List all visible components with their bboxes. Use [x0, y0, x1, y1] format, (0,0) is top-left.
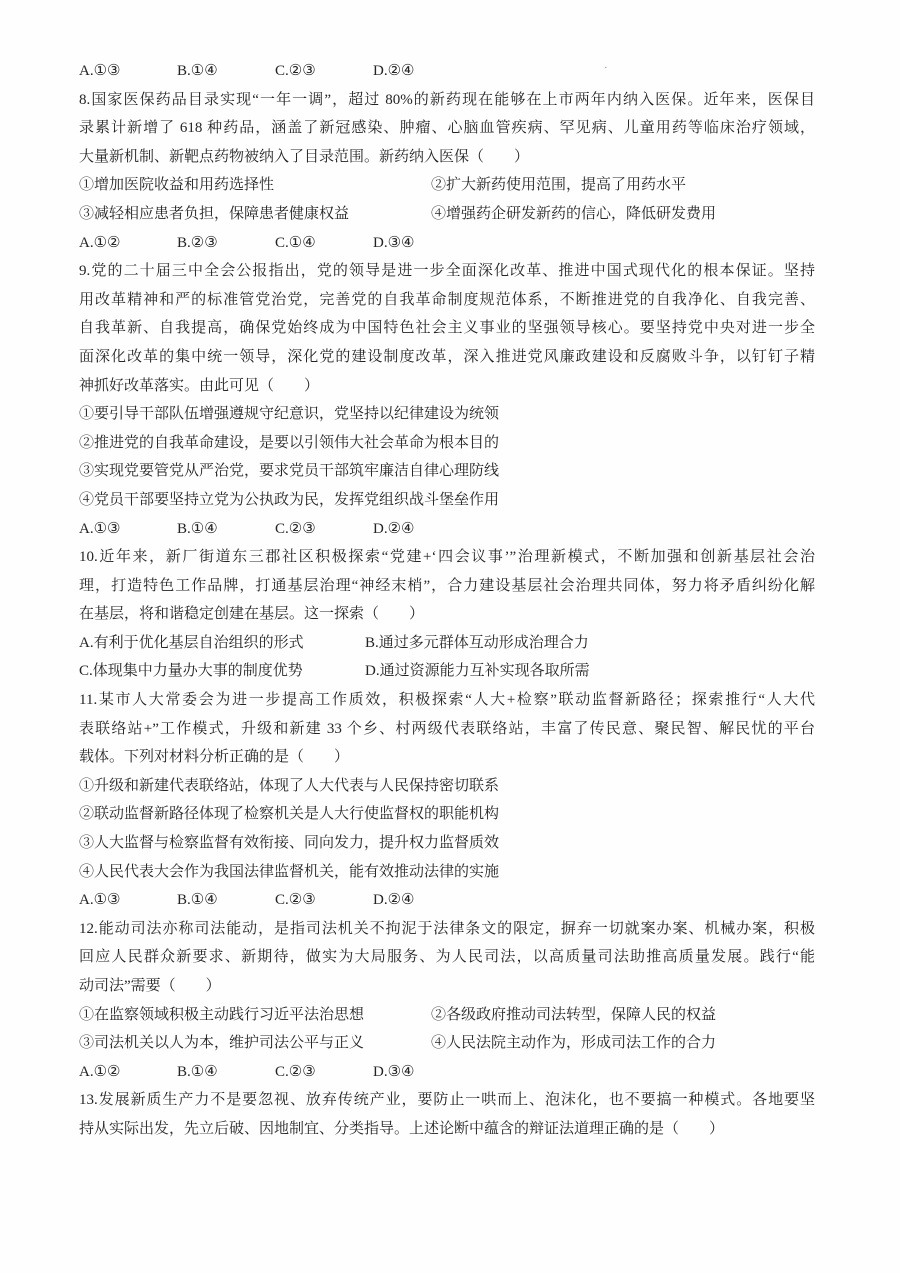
question-8-stem-line: 8.国家医保药品目录实现“一年一调”，超过 80%的新药现在能够在上市两年内纳入医保。近年来，医保目 — [79, 91, 815, 108]
question-9-option-1: ①要引导干部队伍增强遵规守纪意识，党坚持以纪律建设为统领 — [79, 406, 500, 423]
question-9-option-4: ④党员干部要坚持立党为公执政为民，发挥党组织战斗堡垒作用 — [79, 491, 500, 508]
question-13 — [79, 1086, 815, 1143]
question-8-answer-c: C.①④ — [275, 234, 316, 251]
question-8-option-4: ④增强药企研发新药的信心，降低研发费用 — [431, 205, 717, 222]
question-10-options-row-1 — [79, 629, 815, 658]
question-11-option-3: ③人大监督与检察监督有效衔接、同向发力，提升权力监督质效 — [79, 835, 500, 852]
question-12-options-row-2 — [79, 1029, 815, 1058]
question-9-answer-b: B.①④ — [177, 520, 218, 537]
question-11-stem-line: 载体。下列对材料分析正确的是（ ） — [79, 749, 350, 766]
question-8-options-row-1 — [79, 171, 815, 200]
exam-content — [79, 57, 815, 1144]
question-9-answer-row — [79, 515, 815, 544]
question-10-option-d: D.通过资源能力互补实现各取所需 — [365, 663, 590, 680]
question-12-option-3: ③司法机关以人为本，维护司法公平与正义 — [79, 1035, 365, 1052]
question-12-stem-line: 回应人民群众新要求、新期待，做实为大局服务、为人民司法，以高质量司法助推高质量发展。践行“能 — [79, 949, 815, 966]
question-12-answer-c: C.②③ — [275, 1063, 316, 1080]
question-11-option-1: ①升级和新建代表联络站，体现了人大代表与人民保持密切联系 — [79, 777, 500, 794]
question-12-option-1: ①在监察领域积极主动践行习近平法治思想 — [79, 1006, 365, 1023]
question-12-answer-d: D.③④ — [373, 1063, 415, 1080]
question-9-answer-d: D.②④ — [373, 520, 415, 537]
question-8-option-3: ③减轻相应患者负担，保障患者健康权益 — [79, 205, 350, 222]
question-12-stem-line: 动司法”需要（ ） — [79, 978, 221, 994]
question-11-answer-a: A.①③ — [79, 892, 121, 909]
question-13-stem-line: 13.发展新质生产力不是要忽视、放弃传统产业，要防止一哄而上、泡沫化，也不要搞一种模式。各地要坚 — [79, 1092, 815, 1109]
question-11 — [79, 686, 815, 915]
question-12-option-4: ④人民法院主动作为，形成司法工作的合力 — [431, 1035, 717, 1052]
question-10-option-c: C.体现集中力量办大事的制度优势 — [79, 663, 303, 680]
question-7-answer-row — [79, 57, 815, 86]
question-9-option-2: ②推进党的自我革命建设，是要以引领伟大社会革命为根本目的 — [79, 434, 500, 451]
question-10-option-a: A.有利于优化基层自治组织的形式 — [79, 634, 304, 651]
question-12-answer-a: A.①② — [79, 1063, 121, 1080]
question-11-answer-c: C.②③ — [275, 892, 316, 909]
question-11-option-2: ②联动监督新路径体现了检察机关是人大行使监督权的职能机构 — [79, 806, 500, 823]
question-10-options-row-2 — [79, 657, 815, 686]
question-11-stem-line: 表联络站+”工作模式，升级和新建 33 个乡、村两级代表联络站，丰富了传民意、聚民智、解民忧的平台 — [79, 720, 815, 737]
question-9-stem-line: 用改革精神和严的标准管党治党，完善党的自我革命制度规范体系，不断推进党的自我净化、自我完善、 — [79, 291, 815, 308]
question-8-answer-row — [79, 229, 815, 258]
question-12-answer-row — [79, 1058, 815, 1087]
question-9 — [79, 257, 815, 543]
question-12 — [79, 915, 815, 1087]
question-12-option-2: ②各级政府推动司法转型，保障人民的权益 — [431, 1006, 717, 1023]
question-8-answer-a: A.①② — [79, 234, 121, 251]
question-8-answer-b: B.②③ — [177, 234, 218, 251]
question-13-stem-line: 持从实际出发，先立后破、因地制宜、分类指导。上述论断中蕴含的辩证法道理正确的是（ ） — [79, 1120, 725, 1137]
question-8-options-row-2 — [79, 200, 815, 229]
question-10-stem-line: 10.近年来，新厂街道东三郡社区积极探索“党建+‘四会议事’”治理新模式，不断加强和创新基层社会治 — [79, 549, 815, 566]
question-12-answer-b: B.①④ — [177, 1063, 218, 1080]
question-10-option-b: B.通过多元群体互动形成治理合力 — [365, 634, 589, 651]
question-8-stem-line: 大量新机制、新靶点药物被纳入了目录范围。新药纳入医保（ ） — [79, 148, 530, 165]
question-9-stem-line: 面深化改革的集中统一领导，深化党的建设制度改革，深入推进党风廉政建设和反腐败斗争，以钉钉子精 — [79, 348, 815, 365]
question-9-answer-c: C.②③ — [275, 520, 316, 537]
question-9-answer-a: A.①③ — [79, 520, 121, 537]
question-8-option-1: ①增加医院收益和用药选择性 — [79, 177, 275, 194]
question-11-answer-d: D.②④ — [373, 892, 415, 909]
question-9-stem-line: 自我革新、自我提高，确保党始终成为中国特色社会主义事业的坚强领导核心。要坚持党中央对进一步全 — [79, 320, 815, 337]
question-8-option-2: ②扩大新药使用范围，提高了用药水平 — [431, 177, 687, 194]
question-8 — [79, 86, 815, 258]
question-11-stem-line: 11.某市人大常委会为进一步提高工作质效，积极探索“人大+检察”联动监督新路径；探索推行“人大代 — [79, 692, 815, 709]
question-8-answer-d: D.③④ — [373, 234, 415, 251]
question-12-options-row-1 — [79, 1001, 815, 1030]
question-9-stem-line: 9.党的二十届三中全会公报指出，党的领导是进一步全面深化改革、推进中国式现代化的根本保证。坚持 — [79, 263, 815, 280]
question-11-answer-row — [79, 886, 815, 915]
question-7-answer-b: B.①④ — [177, 63, 218, 79]
question-7-answer-c: C.②③ — [275, 63, 316, 79]
question-8-stem-line: 录累计新增了 618 种药品，涵盖了新冠感染、肿瘤、心脑血管疾病、罕见病、儿童用药等临床治疗领域， — [79, 120, 815, 137]
question-11-option-4: ④人民代表大会作为我国法律监督机关，能有效推动法律的实施 — [79, 863, 500, 880]
question-9-stem-line: 神抓好改革落实。由此可见（ ） — [79, 377, 320, 394]
question-12-stem-line: 12.能动司法亦称司法能动，是指司法机关不拘泥于法律条文的限定，摒弃一切就案办案、机械办案，积极 — [79, 920, 815, 937]
stray-dot-mark: · — [604, 62, 608, 74]
question-11-answer-b: B.①④ — [177, 892, 218, 909]
question-10-stem-line: 在基层，将和谐稳定创建在基层。这一探索（ ） — [79, 606, 425, 623]
question-10-stem-line: 理，打造特色工作品牌，打通基层治理“神经末梢”，合力建设基层社会治理共同体，努力将矛盾纠纷化解 — [79, 577, 815, 594]
question-7-answer-a: A.①③ — [79, 63, 121, 79]
question-9-option-3: ③实现党要管党从严治党，要求党员干部筑牢廉洁自律心理防线 — [79, 463, 500, 480]
question-7-answer-d: D.②④ — [373, 63, 415, 79]
question-10 — [79, 543, 815, 686]
